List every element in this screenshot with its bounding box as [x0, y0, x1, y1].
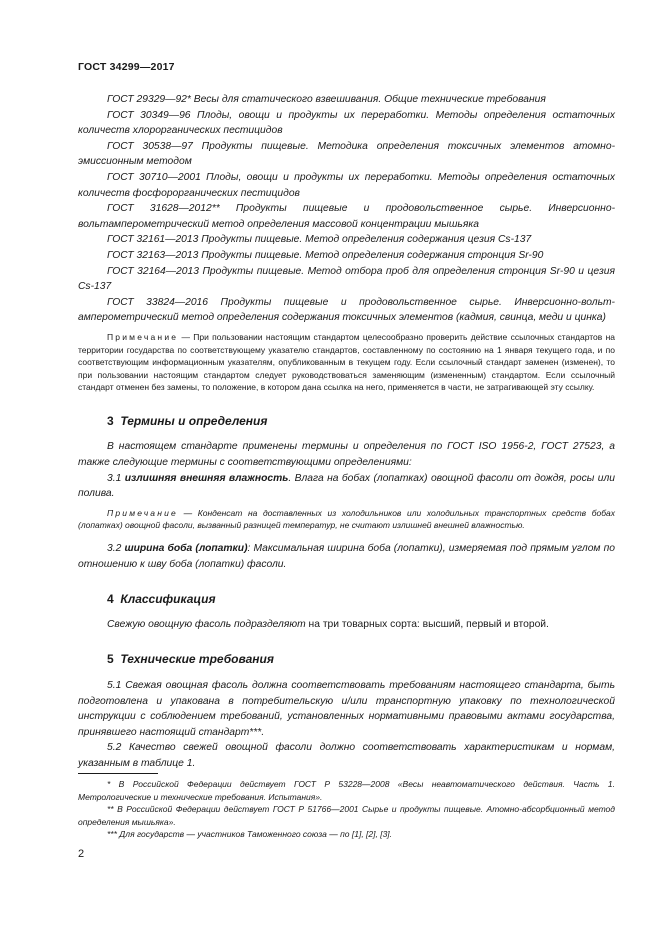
reference-item: ГОСТ 29329—92* Весы для статического взвешивания. Общие технические требования	[107, 94, 546, 105]
reference-item: ГОСТ 30710—2001 Плоды, овощи и продукты их переработки. Методы определения остаточных количеств фосфорорганических пестицидов	[78, 171, 615, 199]
note-text: — Конденсат на доставленных из холодильников или холодильных транспортных средств бобах (лопатках) овощной фасоли, вызванный разницей температур, не считают излишней внешней влажностью.	[78, 507, 615, 531]
reference-item: ГОСТ 30538—97 Продукты пищевые. Методика определения токсичных элементов атомно-эмиссионным методом	[78, 140, 615, 168]
term-name: излишняя внешняя влажность	[124, 472, 289, 484]
term-definition: . Влага на бобах (лопатках) овощной фасоли от дождя, росы или полива.	[78, 472, 615, 500]
section-title: Технические требования	[120, 652, 274, 667]
normative-references-list	[78, 92, 615, 326]
reference-item: ГОСТ 31628—2012** Продукты пищевые и продовольственное сырье. Инверсионно-вольтамперометрический метод определения массовой концентрации мышьяка	[78, 203, 615, 230]
section-title: Классификация	[120, 592, 216, 607]
classification-text-upright: на три товарных сорта: высший, первый и второй.	[308, 618, 549, 630]
footnotes	[78, 778, 615, 841]
clause-5-2: 5.2 Качество свежей овощной фасоли должно соответствовать характеристикам и нормам, указанным в таблице 1.	[78, 742, 615, 769]
section-3-heading	[78, 414, 615, 430]
footnote-separator	[78, 773, 158, 774]
note-label: Примечание	[107, 331, 179, 342]
note-text: — При пользовании настоящим стандартом целесообразно проверить действие ссылочных стандартов на территории государства по соответствующему указателю стандартов, составленному по состоянию на 1 января текущего года, и по соответствующим информационным указателям, опубликованным в текущем году. Если ссылочный стандарт заменен (изменен), то при пользовании настоящим стандартом следует руководствоваться заменяющим (измененным) стандартом. Если ссылочный стандарт отменен без замены, то положение, в котором дана ссылка на него, применяется в части, не затрагивающей эту ссылку.	[78, 331, 615, 393]
footnote: ** В Российской Федерации действует ГОСТ Р 51766—2001 Сырье и продукты пищевые. Атомно-абсорбционный метод определения мышьяка».	[78, 804, 615, 827]
reference-item: ГОСТ 32164—2013 Продукты пищевые. Метод отбора проб для определения стронция Sr-90 и цезия Cs-137	[78, 265, 615, 293]
reference-item: ГОСТ 32161—2013 Продукты пищевые. Метод определения содержания цезия Cs-137	[107, 234, 532, 246]
footnote: * В Российской Федерации действует ГОСТ Р 53228—2008 «Весы неавтоматического действия. Часть 1. Метрологические и технические требования. Испытания».	[78, 779, 615, 802]
section-4-heading	[78, 592, 615, 608]
reference-item: ГОСТ 30349—96 Плоды, овощи и продукты их переработки. Методы определения остаточных количеств хлорорганических пестицидов	[78, 109, 615, 137]
reference-item: ГОСТ 33824—2016 Продукты пищевые и продовольственное сырье. Инверсионно-вольт-амперометрический метод определения содержания токсичных элементов (кадмия, свинца, меди и цинка)	[78, 296, 615, 324]
document-body	[78, 92, 615, 772]
section-3-intro: В настоящем стандарте применены термины и определения по ГОСТ ISO 1956-2, ГОСТ 27523, а также следующие термины с соответствующими определениями:	[78, 441, 615, 469]
section-number: 5	[107, 652, 114, 667]
term-3-1-note	[78, 507, 615, 532]
term-3-2	[78, 541, 615, 572]
references-note	[78, 331, 615, 394]
section-number: 4	[107, 592, 114, 607]
section-number: 3	[107, 413, 114, 428]
note-label: Примечание	[107, 507, 178, 518]
section-title: Термины и определения	[120, 413, 268, 428]
document-header: ГОСТ 34299—2017	[78, 61, 175, 73]
reference-item: ГОСТ 32163—2013 Продукты пищевые. Метод определения содержания стронция Sr-90	[107, 249, 544, 261]
section-5-heading	[78, 652, 615, 668]
term-definition: : Максимальная ширина боба (лопатки), измеряемая под прямым углом по отношению к шву боба (лопатки) фасоли.	[78, 543, 615, 570]
footnote: *** Для государств — участников Таможенного союза — по [1], [2], [3].	[107, 829, 393, 840]
clause-5-1: 5.1 Свежая овощная фасоль должна соответствовать требованиям настоящего стандарта, быть подготовлена и упакована в потребительскую и/или транспортную упаковку по технологической инструкции с соблюдением требований, установленных нормативными правовыми актами государства, принявшего настоящий стандарт***.	[78, 680, 615, 738]
section-4-text	[78, 617, 615, 633]
term-3-1	[78, 471, 615, 502]
term-number: 3.1	[107, 472, 125, 484]
classification-text-italic: Свежую овощную фасоль подразделяют	[107, 618, 309, 630]
term-name: ширина боба (лопатки)	[124, 543, 248, 555]
page-number: 2	[78, 848, 85, 860]
term-number: 3.2	[107, 543, 125, 555]
